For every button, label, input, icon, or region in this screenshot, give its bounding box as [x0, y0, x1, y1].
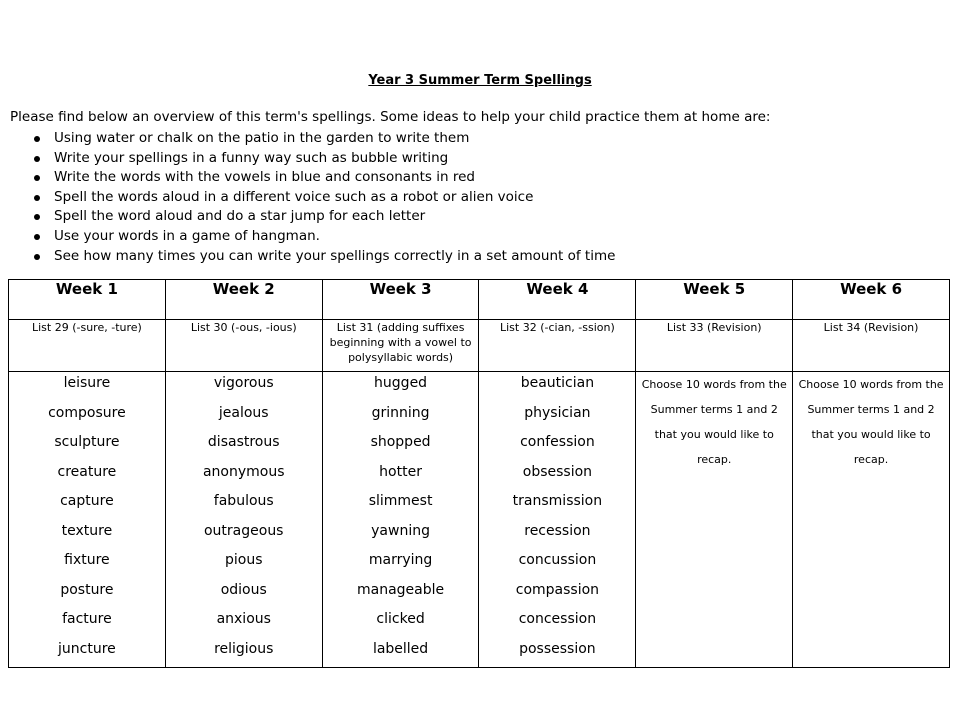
- spelling-table: [8, 279, 950, 668]
- week-6-words: [793, 372, 950, 668]
- spelling-word: fixture: [64, 552, 110, 568]
- spelling-word: leisure: [63, 375, 111, 391]
- week-3-list: [322, 320, 479, 372]
- spelling-word: texture: [61, 522, 113, 539]
- week-6-list: [793, 320, 950, 372]
- week-5-heading: Week 5: [636, 280, 793, 320]
- tip-item: See how many times you can write your spellings correctly in a set amount of time: [30, 247, 615, 267]
- week-2-heading: Week 2: [165, 280, 322, 320]
- week-2-words: [165, 372, 322, 668]
- week-1-words: [9, 372, 166, 668]
- spelling-word: juncture: [58, 640, 116, 657]
- spelling-word: posture: [60, 581, 114, 598]
- spelling-word: jealous: [218, 404, 269, 421]
- tip-item: Write the words with the vowels in blue and consonants in red: [30, 168, 615, 188]
- spelling-word: fabulous: [213, 493, 274, 509]
- list-label: List 29 (-sure, -ture): [32, 321, 142, 334]
- spelling-word: sculpture: [54, 434, 120, 450]
- spelling-word: obsession: [522, 463, 593, 480]
- spelling-word: yawning: [371, 522, 430, 539]
- list-label: List 32 (-cian, -ssion): [500, 321, 615, 334]
- week-3-words: [322, 372, 479, 668]
- spelling-word: labelled: [372, 640, 429, 657]
- spelling-word: compassion: [515, 581, 600, 598]
- week-5-words: [636, 372, 793, 668]
- list-label: List 33 (Revision): [666, 321, 762, 334]
- week-1-heading: Week 1: [9, 280, 166, 320]
- spelling-word: marrying: [368, 552, 433, 568]
- spelling-word: slimmest: [368, 493, 433, 509]
- tip-item: Use your words in a game of hangman.: [30, 227, 615, 247]
- spelling-word: beautician: [520, 375, 595, 391]
- tip-item: Write your spellings in a funny way such as bubble writing: [30, 149, 615, 169]
- spelling-word: hotter: [379, 463, 422, 480]
- tips-list: [30, 129, 615, 266]
- spelling-word: grinning: [371, 404, 430, 421]
- week-4-list: [479, 320, 636, 372]
- tip-item: Spell the word aloud and do a star jump for each letter: [30, 207, 615, 227]
- tip-item: Using water or chalk on the patio in the garden to write them: [30, 129, 615, 149]
- list-label: List 31 (adding suffixes beginning with a vowel to polysyllabic words): [329, 321, 472, 364]
- spelling-word: recession: [524, 522, 591, 539]
- spelling-word: confession: [520, 434, 595, 450]
- spelling-word: outrageous: [203, 522, 284, 539]
- spelling-word: hugged: [374, 375, 428, 391]
- spelling-word: anonymous: [202, 463, 285, 480]
- revision-note: Choose 10 words from the Summer terms 1 and 2 that you would like to recap.: [641, 378, 787, 466]
- list-label: List 30 (-ous, -ious): [190, 321, 297, 334]
- week-4-words: [479, 372, 636, 668]
- document-title: Year 3 Summer Term Spellings: [368, 73, 592, 88]
- spelling-word: manageable: [357, 581, 445, 598]
- spelling-word: creature: [57, 463, 117, 480]
- words-row: [9, 372, 950, 668]
- spelling-word: religious: [214, 640, 274, 657]
- week-2-list: [165, 320, 322, 372]
- spelling-word: transmission: [512, 493, 603, 509]
- list-row: [9, 320, 950, 372]
- spelling-word: possession: [519, 640, 596, 657]
- spelling-word: vigorous: [213, 375, 274, 391]
- spelling-word: composure: [48, 404, 126, 421]
- spelling-word: clicked: [376, 611, 425, 627]
- week-1-list: [9, 320, 166, 372]
- spelling-word: anxious: [216, 611, 271, 627]
- spelling-word: concession: [518, 611, 597, 627]
- spelling-word: disastrous: [207, 434, 280, 450]
- week-3-heading: Week 3: [322, 280, 479, 320]
- spelling-word: odious: [220, 581, 267, 598]
- intro-text: Please find below an overview of this term's spellings. Some ideas to help your child practice them at home are:: [10, 109, 771, 125]
- revision-note: Choose 10 words from the Summer terms 1 and 2 that you would like to recap.: [798, 378, 944, 466]
- week-header-row: [9, 280, 950, 320]
- spelling-word: pious: [224, 552, 263, 568]
- spelling-word: shopped: [370, 434, 431, 450]
- spelling-word: capture: [60, 493, 114, 509]
- tip-item: Spell the words aloud in a different voice such as a robot or alien voice: [30, 188, 615, 208]
- week-5-list: [636, 320, 793, 372]
- spelling-word: concussion: [518, 552, 597, 568]
- week-6-heading: Week 6: [793, 280, 950, 320]
- spelling-word: physician: [524, 404, 591, 421]
- spelling-word: facture: [62, 611, 112, 627]
- week-4-heading: Week 4: [479, 280, 636, 320]
- list-label: List 34 (Revision): [823, 321, 919, 334]
